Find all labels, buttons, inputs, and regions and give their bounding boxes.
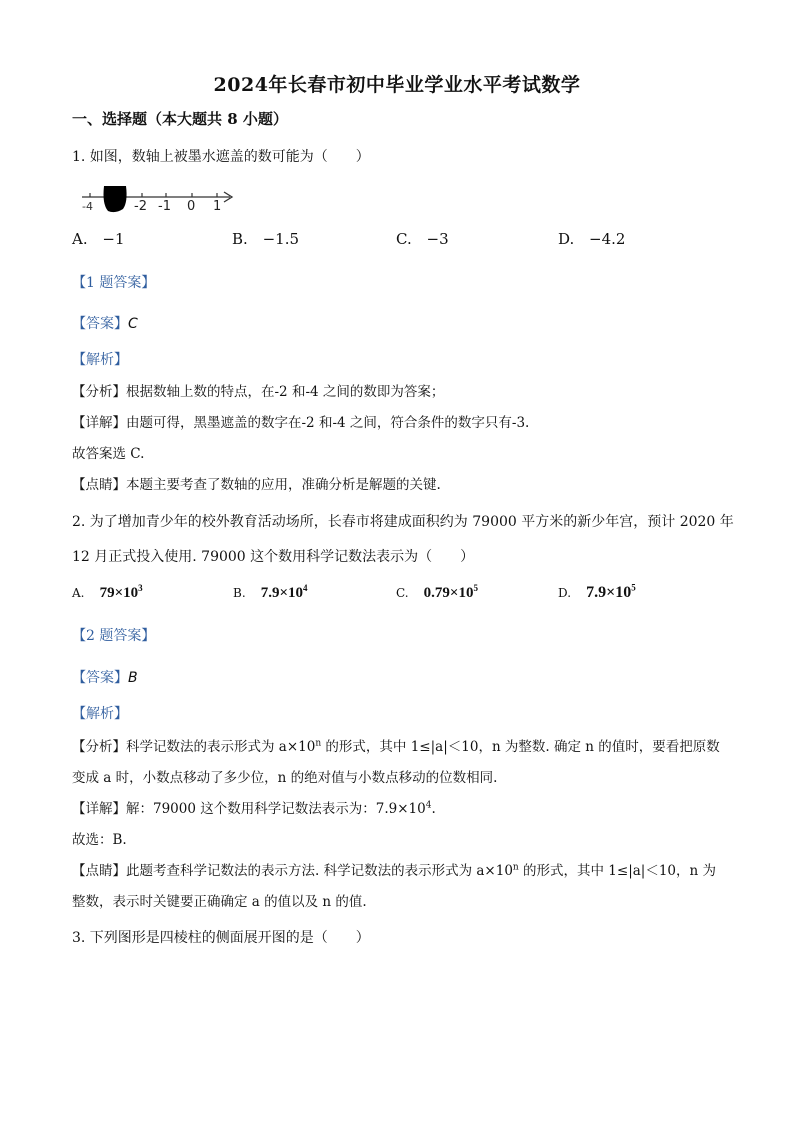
q3-stem: 3. 下列图形是四棱柱的侧面展开图的是（ ） [72, 930, 370, 946]
option-label: C. [396, 230, 412, 248]
q1-option-b [232, 230, 299, 248]
option-label: C. [396, 586, 409, 600]
fenxi-label: 【分析】 [72, 739, 126, 755]
q2-dianjing-line2: 整数，表示时关键要正确确定 a 的值以及 n 的值. [72, 894, 367, 910]
dianjing-text: 本题主要考查了数轴的应用，准确分析是解题的关键. [126, 477, 441, 493]
q1-conclusion: 故答案选 C. [72, 446, 145, 462]
answer-label: 【答案】 [72, 670, 128, 686]
q2-dianjing-line1: 【点睛】此题考查科学记数法的表示方法. 科学记数法的表示形式为 $a\times 10^n$ 的形式，其中 1≤|a|＜10，n 为 [72, 862, 717, 879]
q2-answer [72, 667, 138, 687]
q1-stem: 1. 如图，数轴上被墨水遮盖的数可能为（ ） [72, 149, 370, 165]
q1-answer [72, 313, 138, 333]
q2-conclusion: 故选：B. [72, 832, 127, 848]
q1-answer-header: 【1 题答案】 [72, 275, 156, 291]
section-heading: 一、选择题（本大题共 8 小题） [72, 110, 288, 128]
option-label: A. [72, 230, 88, 248]
q2-fenxi-line1: 【分析】科学记数法的表示形式为 $a\times 10^n$ 的形式，其中 1≤|a|＜10，n 为整数. 确定 n 的值时，要看把原数 [72, 738, 720, 755]
tick-label: -2 [134, 199, 147, 214]
xiangjie-text: 由题可得，黑墨遮盖的数字在-2 和-4 之间，符合条件的数字只有-3. [126, 415, 530, 431]
q2-fenxi-line2: 变成 a 时，小数点移动了多少位，n 的绝对值与小数点移动的位数相同. [72, 770, 498, 786]
q1-option-a [72, 230, 125, 248]
tick-label: -4 [82, 200, 93, 213]
q2-answer-header: 【2 题答案】 [72, 628, 156, 644]
q1-analysis-header: 【解析】 [72, 352, 128, 368]
dianjing-label: 【点睛】 [72, 863, 126, 879]
q2-option-c [396, 582, 478, 602]
option-label: B. [232, 230, 248, 248]
option-value: −1 [102, 230, 125, 248]
xiangjie-label: 【详解】 [72, 801, 126, 817]
q2-option-d [558, 582, 636, 602]
option-label: B. [233, 586, 246, 600]
tick-label: -1 [158, 199, 171, 214]
dianjing-label: 【点睛】 [72, 477, 126, 493]
fenxi-text: 根据数轴上数的特点，在-2 和-4 之间的数即为答案； [126, 384, 445, 400]
q1-xiangjie [72, 411, 529, 431]
q1-fenxi [72, 380, 444, 400]
option-value: $7.9\times 10^4$ [260, 583, 308, 601]
q1-option-d [558, 230, 625, 248]
tick-label: 0 [187, 199, 196, 214]
q2-xiangjie: 【详解】解：79000 这个数用科学记数法表示为：$7.9\times 10^4$. [72, 800, 436, 817]
option-value: −3 [426, 230, 449, 248]
option-value: $7.9\times 10^5$ [586, 582, 636, 601]
option-value: $0.79\times 10^5$ [423, 583, 478, 601]
option-value: −4.2 [589, 230, 626, 248]
q1-option-c [396, 230, 449, 248]
xiangjie-label: 【详解】 [72, 415, 126, 431]
tick-label: 1 [213, 199, 222, 214]
answer-value: B [128, 670, 138, 686]
page-title: 2024年长春市初中毕业学业水平考试数学 [213, 74, 581, 96]
ink-blot [104, 186, 127, 212]
option-label: D. [558, 230, 575, 248]
number-line-figure [80, 184, 245, 218]
fenxi-label: 【分析】 [72, 384, 126, 400]
q1-dianjing [72, 473, 441, 493]
q2-analysis-header: 【解析】 [72, 706, 128, 722]
q2-stem-line1: 2. 为了增加青少年的校外教育活动场所，长春市将建成面积约为 79000 平方米的新少年宫，预计 2020 年 [72, 514, 734, 530]
q2-option-a [72, 582, 143, 602]
option-value: $79\times 10^3$ [99, 583, 143, 601]
answer-value: C [128, 316, 138, 332]
option-value: −1.5 [262, 230, 300, 248]
q2-stem-line2: 12 月正式投入使用. 79000 这个数用科学记数法表示为（ ） [72, 549, 475, 565]
answer-label: 【答案】 [72, 316, 128, 332]
option-label: A. [72, 586, 85, 600]
q2-option-b [233, 582, 308, 602]
option-label: D. [558, 586, 572, 600]
